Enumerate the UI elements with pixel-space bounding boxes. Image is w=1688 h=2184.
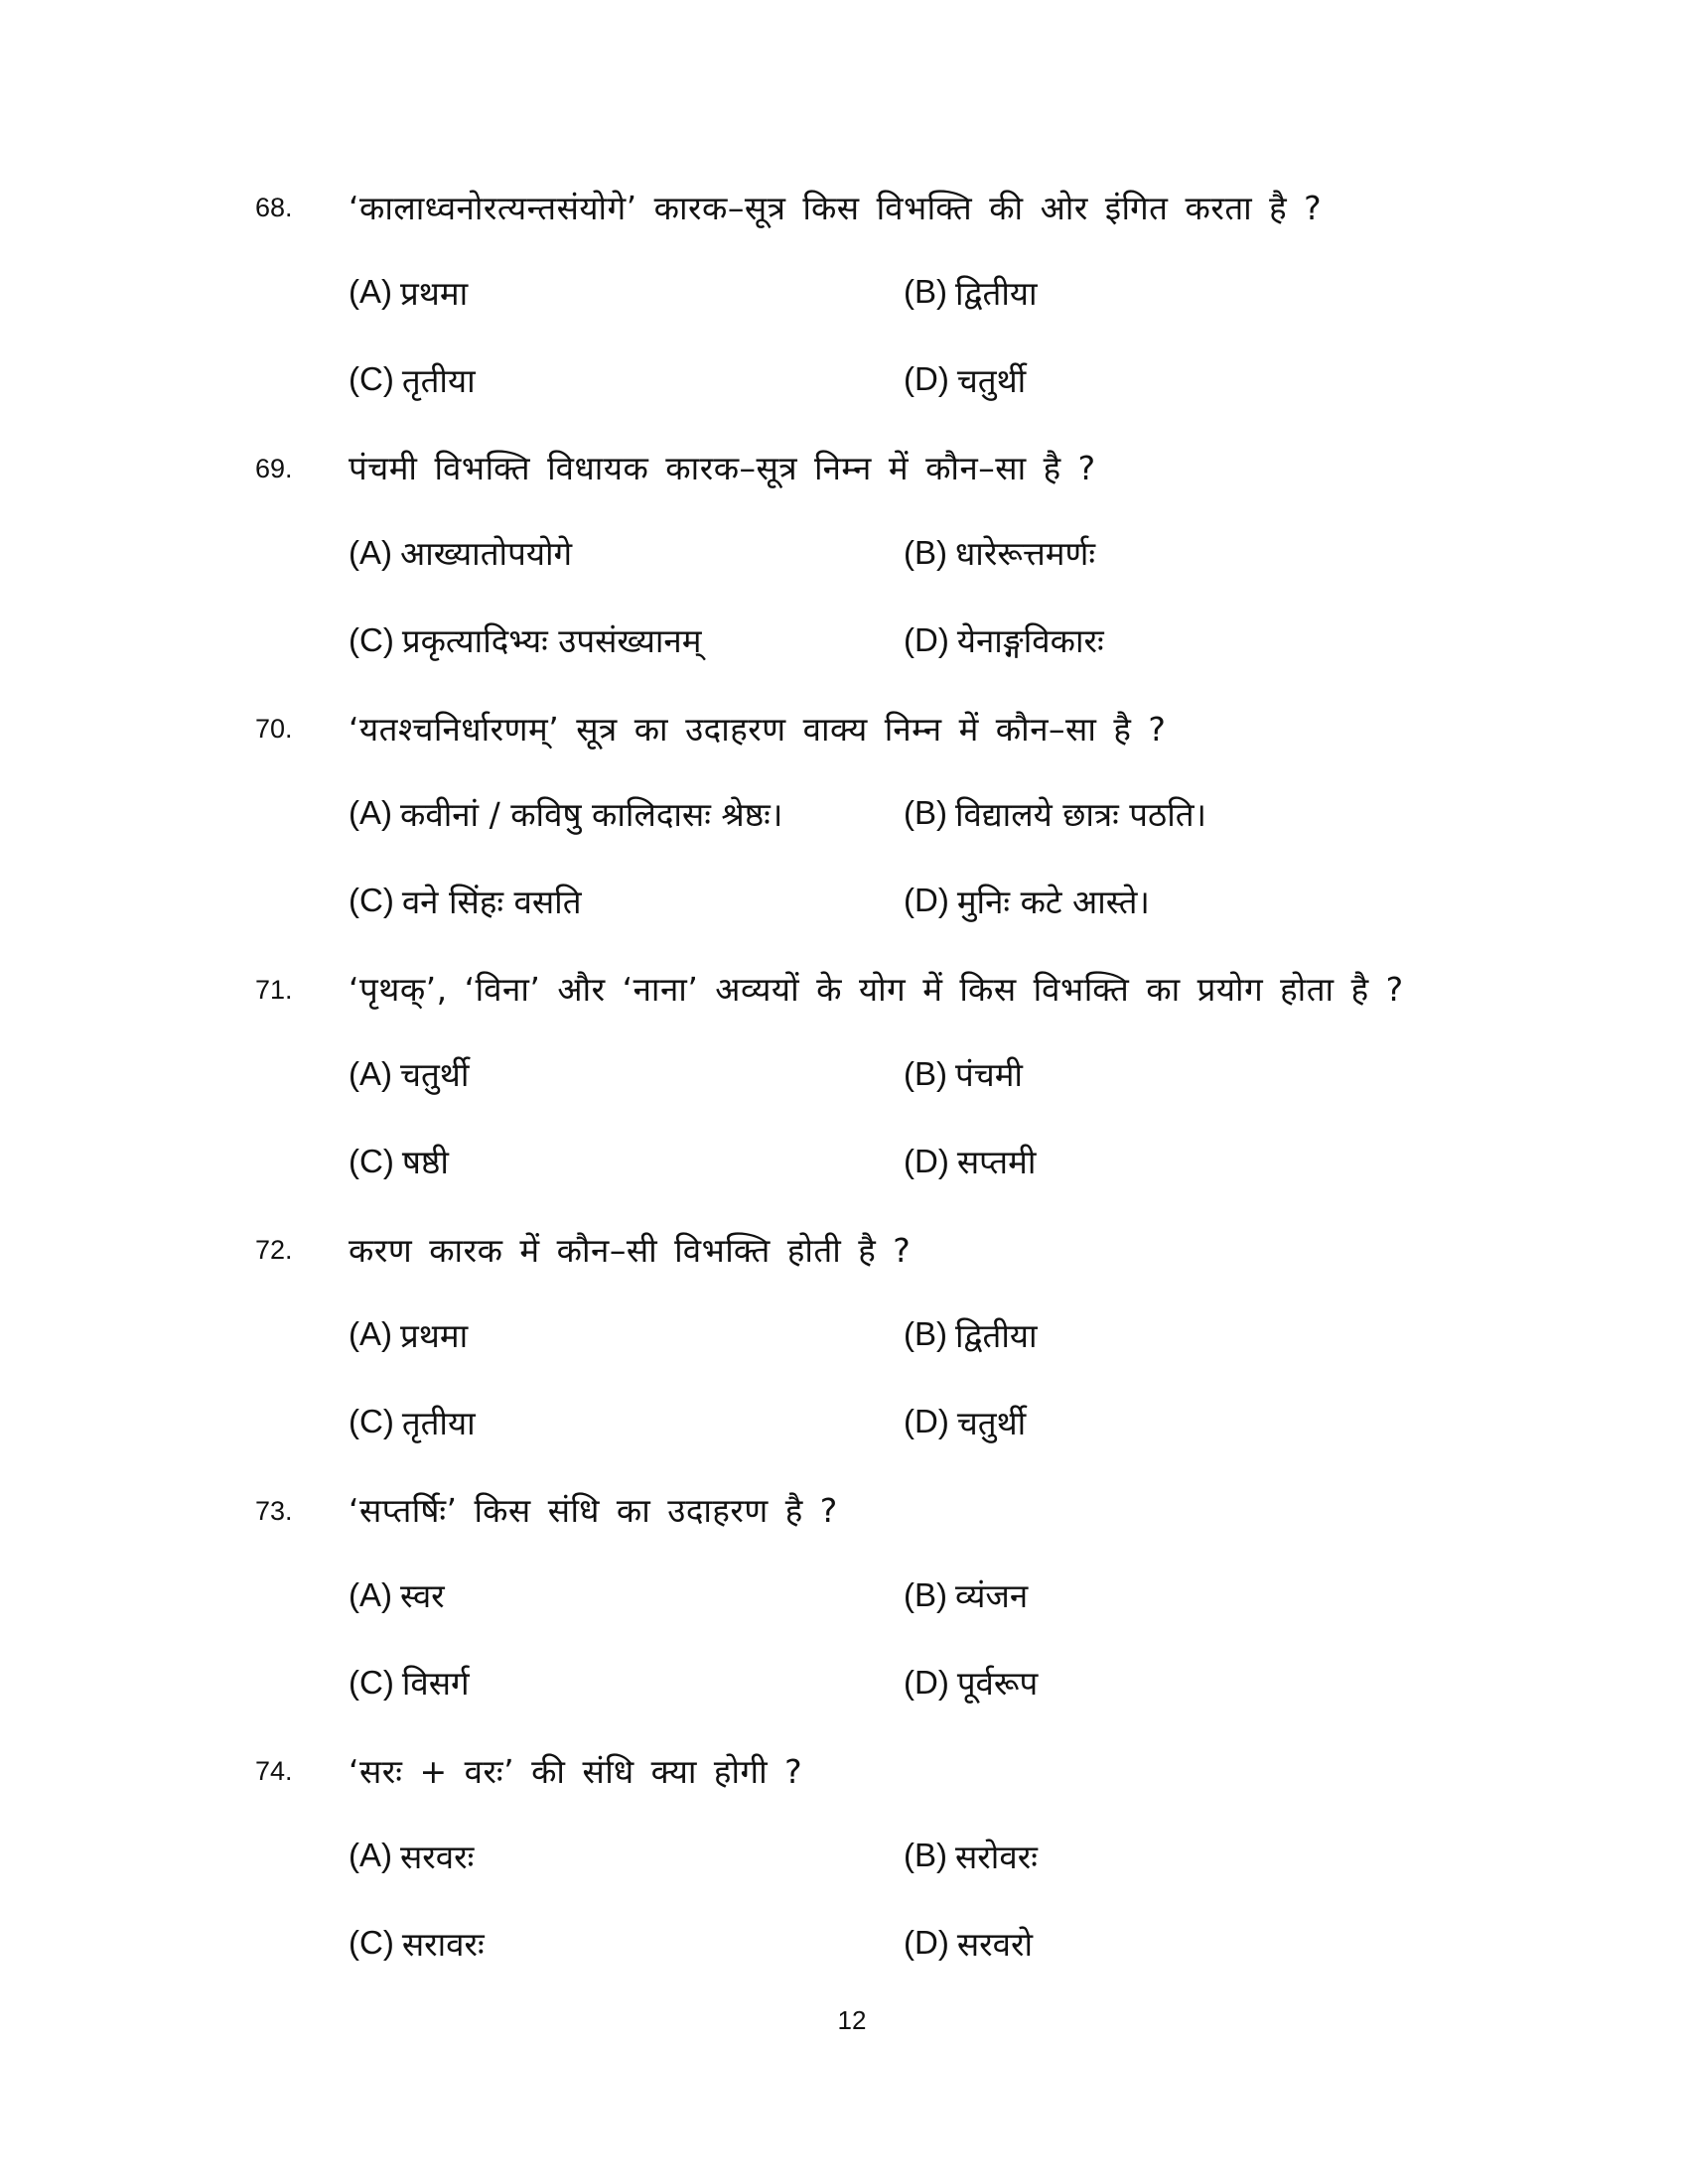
option-d	[904, 1899, 1033, 1986]
option-text: व्यंजन	[955, 1576, 1029, 1615]
question-text: ‘सरः + वरः’ की संधि क्या होगी ?	[349, 1751, 803, 1791]
option-a	[349, 509, 572, 597]
question	[0, 1205, 1688, 1466]
option-label: (C)	[349, 1924, 394, 1961]
question-list	[0, 163, 1688, 1987]
option-text: आख्यातोपयोगे	[400, 534, 573, 573]
option-text: चतुर्थी	[956, 360, 1027, 400]
question	[0, 1466, 1688, 1727]
option-text: चतुर्थी	[956, 1403, 1027, 1442]
option-text: तृतीया	[401, 360, 476, 400]
question-line	[0, 1205, 1688, 1293]
option-text: सरोवरः	[955, 1837, 1038, 1876]
option-text: सरवरो	[956, 1924, 1034, 1964]
question-number: 68.	[255, 193, 293, 222]
option-b	[904, 1552, 1028, 1639]
option-text: धारेरूत्तमर्णः	[955, 534, 1096, 573]
question-number: 70.	[255, 714, 293, 744]
option-d	[904, 1118, 1036, 1205]
option-text: मुनिः कटे आस्ते।	[956, 882, 1150, 921]
question-line	[0, 1726, 1688, 1814]
question-text: ‘सप्तर्षिः’ किस संधि का उदाहरण है ?	[349, 1491, 838, 1530]
option-text: विसर्ग	[401, 1664, 470, 1703]
option-b	[904, 248, 1038, 336]
option-label: (D)	[904, 882, 949, 918]
option-label: (A)	[349, 1837, 392, 1873]
option-c	[349, 1639, 470, 1726]
option-label: (B)	[904, 1575, 947, 1613]
option-row	[0, 1030, 1688, 1118]
question	[0, 945, 1688, 1206]
option-d	[904, 336, 1026, 423]
option-label: (D)	[904, 1663, 949, 1701]
question	[0, 424, 1688, 685]
option-text: सरावरः	[401, 1924, 485, 1964]
option-c	[349, 1118, 449, 1205]
option-row	[0, 509, 1688, 597]
question-number: 71.	[255, 974, 293, 1005]
option-text: द्वितीया	[955, 273, 1038, 313]
option-row	[0, 1378, 1688, 1465]
option-text: स्वर	[400, 1576, 445, 1615]
option-row	[0, 597, 1688, 684]
option-text: वने सिंहः वसति	[401, 882, 582, 921]
question-text: ‘यतश्चनिर्धारणम्’ सूत्र का उदाहरण वाक्य निम्न में कौन–सा है ?	[349, 709, 1167, 749]
option-label: (D)	[904, 1142, 949, 1179]
option-a	[349, 769, 782, 857]
option-label: (D)	[904, 620, 949, 658]
option-label: (B)	[904, 1315, 947, 1352]
question-text: ‘कालाध्वनोरत्यन्तसंयोगे’ कारक–सूत्र किस विभक्ति की ओर इंगित करता है ?	[349, 188, 1323, 227]
option-text: प्रकृत्यादिभ्यः उपसंख्यानम्	[401, 621, 702, 660]
option-d	[904, 597, 1104, 684]
option-label: (A)	[349, 533, 392, 571]
option-row	[0, 336, 1688, 423]
option-text: द्वितीया	[955, 1315, 1038, 1355]
option-label: (D)	[904, 1924, 949, 1961]
option-b	[904, 1030, 1023, 1118]
question-line	[0, 945, 1688, 1032]
question-text: ‘पृथक्’, ‘विना’ और ‘नाना’ अव्ययों के योग में किस विभक्ति का प्रयोग होता है ?	[349, 970, 1404, 1009]
question	[0, 684, 1688, 945]
option-a	[349, 1552, 445, 1639]
option-text: तृतीया	[401, 1403, 476, 1442]
option-label: (B)	[904, 273, 947, 310]
question-number: 73.	[255, 1495, 293, 1526]
option-row	[0, 1118, 1688, 1205]
option-row	[0, 1291, 1688, 1378]
option-a	[349, 1030, 469, 1118]
option-a	[349, 1291, 468, 1378]
option-text: पूर्वरूप	[956, 1664, 1039, 1703]
option-text: येनाङ्गविकारः	[956, 621, 1104, 660]
option-text: षष्ठी	[401, 1143, 449, 1181]
option-row	[0, 1812, 1688, 1899]
question-line	[0, 424, 1688, 511]
option-label: (D)	[904, 1403, 949, 1439]
option-label: (A)	[349, 1315, 392, 1352]
question-text: पंचमी विभक्ति विधायक कारक–सूत्र निम्न में कौन–सा है ?	[349, 449, 1096, 487]
question	[0, 1726, 1688, 1987]
question-text: करण कारक में कौन–सी विभक्ति होती है ?	[349, 1230, 912, 1270]
option-text: पंचमी	[955, 1055, 1023, 1094]
option-row	[0, 769, 1688, 857]
option-b	[904, 1812, 1038, 1899]
option-text: प्रथमा	[400, 1315, 469, 1355]
option-b	[904, 1291, 1038, 1378]
option-label: (B)	[904, 1837, 947, 1873]
option-text: विद्यालये छात्रः पठति।	[955, 794, 1207, 834]
option-text: प्रथमा	[400, 273, 469, 313]
option-text: सप्तमी	[956, 1143, 1037, 1181]
page-number: 12	[837, 2005, 867, 2035]
question	[0, 163, 1688, 424]
option-c	[349, 857, 582, 944]
question-number: 74.	[255, 1756, 293, 1786]
option-label: (C)	[349, 620, 394, 658]
question-line	[0, 684, 1688, 771]
option-c	[349, 336, 476, 423]
question-line	[0, 1466, 1688, 1554]
option-text: सरवरः	[400, 1837, 475, 1876]
option-c	[349, 1899, 485, 1986]
option-c	[349, 1378, 476, 1465]
option-row	[0, 248, 1688, 336]
option-a	[349, 1812, 474, 1899]
option-label: (C)	[349, 1663, 394, 1701]
option-d	[904, 857, 1150, 944]
option-label: (A)	[349, 1054, 392, 1092]
option-d	[904, 1639, 1038, 1726]
option-label: (A)	[349, 273, 392, 310]
option-b	[904, 769, 1206, 857]
option-label: (C)	[349, 1142, 394, 1179]
question-number: 72.	[255, 1235, 293, 1265]
option-a	[349, 248, 468, 336]
option-label: (C)	[349, 1403, 394, 1439]
option-label: (B)	[904, 1054, 947, 1092]
option-label: (B)	[904, 794, 947, 831]
option-label: (D)	[904, 360, 949, 397]
question-line	[0, 163, 1688, 250]
option-label: (C)	[349, 882, 394, 918]
option-text: चतुर्थी	[400, 1055, 470, 1094]
option-b	[904, 509, 1095, 597]
option-label: (B)	[904, 533, 947, 571]
option-row	[0, 857, 1688, 944]
option-row	[0, 1639, 1688, 1726]
option-row	[0, 1899, 1688, 1986]
option-text: कवीनां / कविषु कालिदासः श्रेष्ठः।	[400, 794, 783, 834]
option-row	[0, 1552, 1688, 1639]
question-number: 69.	[255, 453, 293, 483]
option-d	[904, 1378, 1026, 1465]
option-label: (A)	[349, 794, 392, 831]
option-c	[349, 597, 701, 684]
option-label: (A)	[349, 1575, 392, 1613]
option-label: (C)	[349, 360, 394, 397]
